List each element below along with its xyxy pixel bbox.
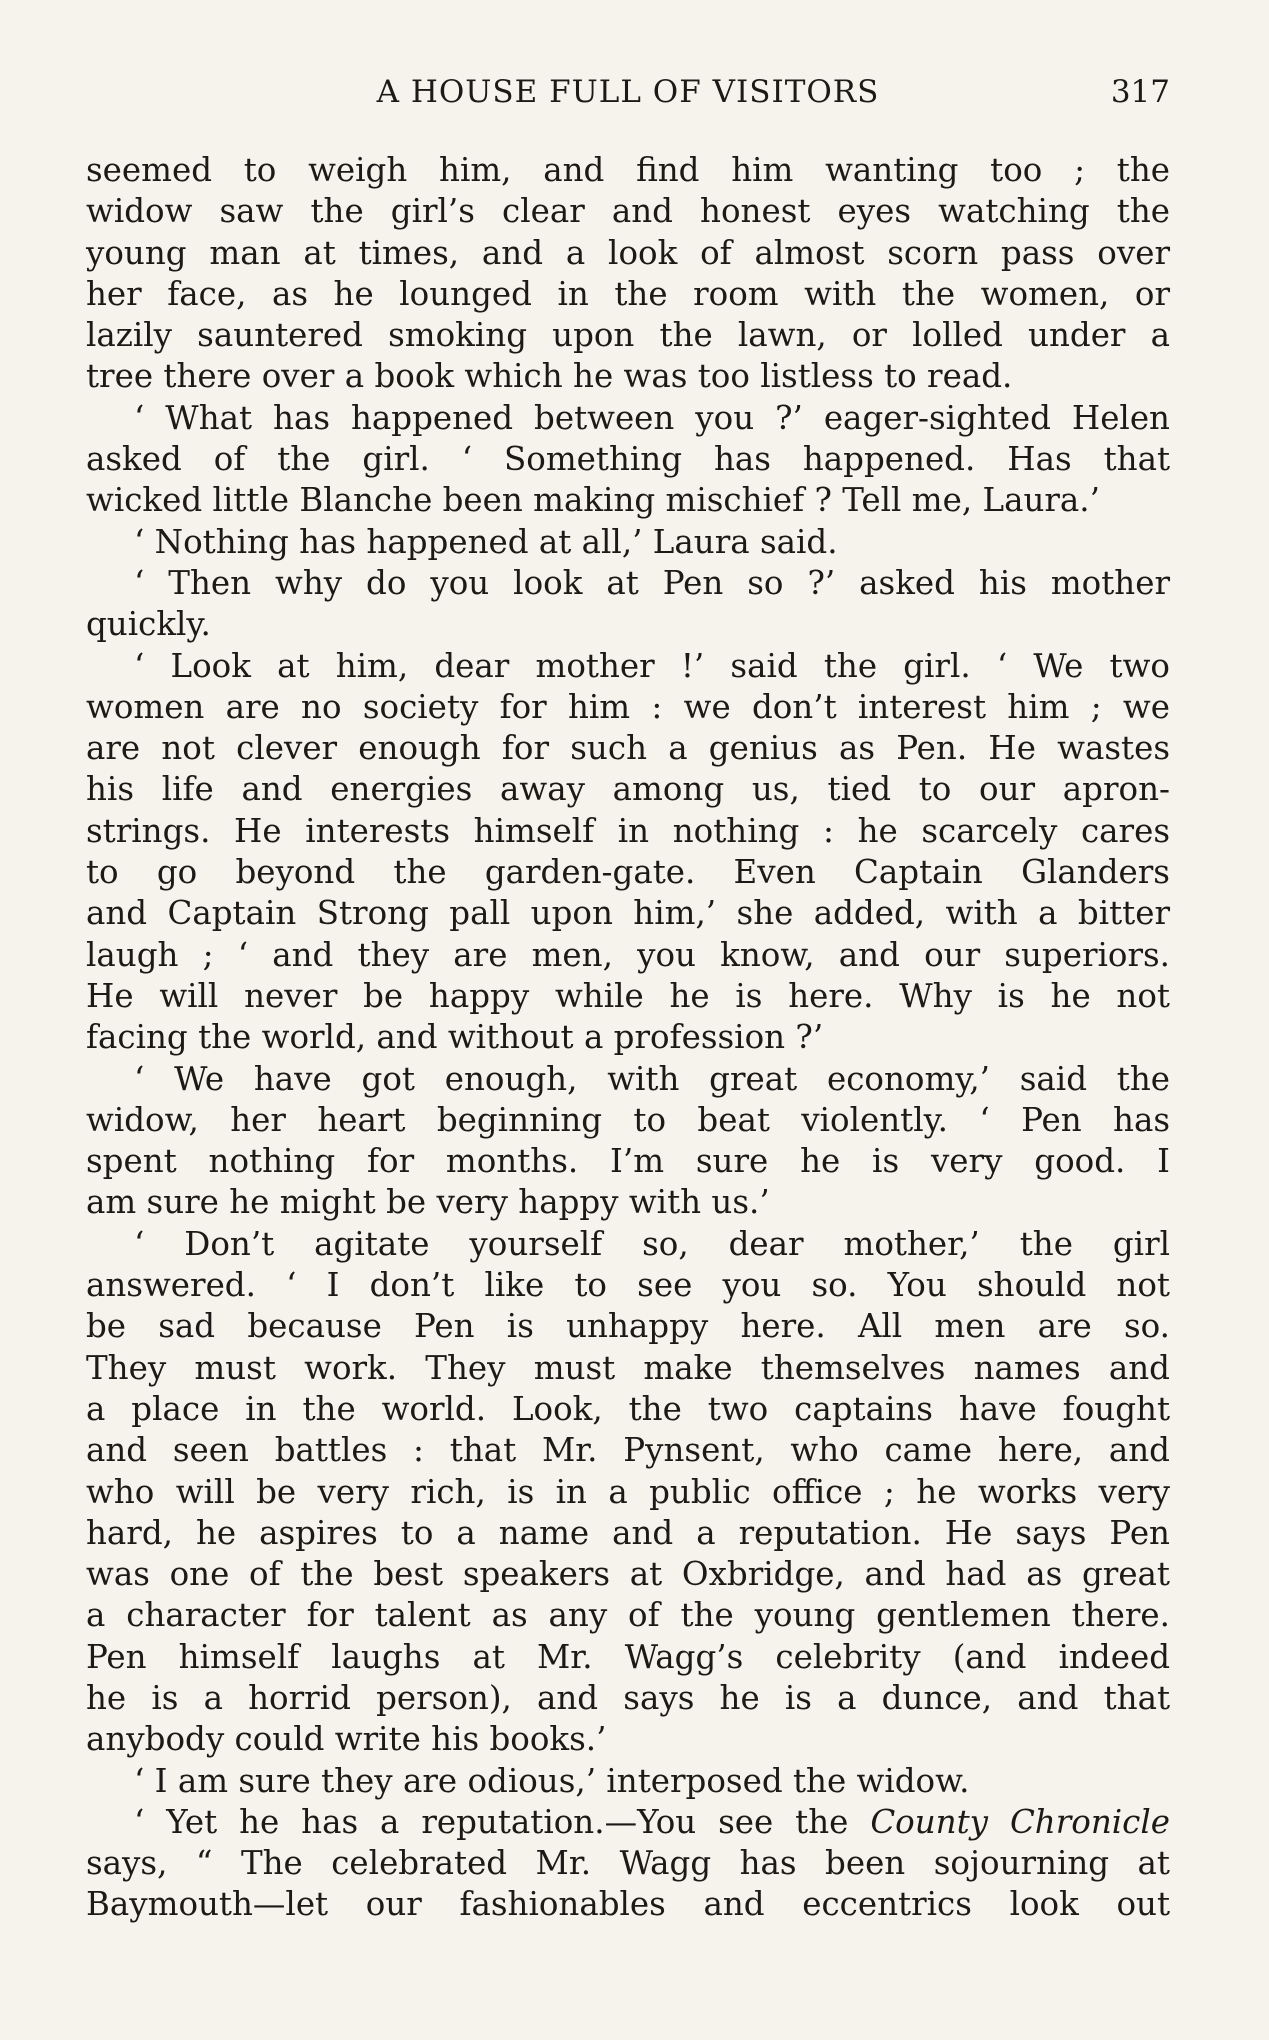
- text-line: [86, 1761, 1170, 1802]
- text-line-content: and Captain Strong pall upon him,’ she added, with a bitter: [86, 894, 1170, 933]
- text-line: [86, 150, 1170, 191]
- text-line-content: and seen battles : that Mr. Pynsent, who came here, and: [86, 1431, 1170, 1470]
- text-line-content: women are no society for him : we don’t interest him ; we: [86, 687, 1170, 726]
- text-line-content: are not clever enough for such a genius as Pen. He wastes: [86, 729, 1170, 768]
- text-line-content: who will be very rich, is in a public office ; he works very: [86, 1472, 1170, 1511]
- text-line: [86, 1472, 1170, 1513]
- text-line: [86, 769, 1170, 810]
- text-line: [86, 1595, 1170, 1636]
- text-line: [86, 811, 1170, 852]
- text-line: [86, 1884, 1170, 1925]
- text-line: [86, 646, 1170, 687]
- body-text: [86, 150, 1170, 1926]
- text-line: [86, 398, 1170, 439]
- text-line-content: am sure he might be very happy with us.’: [86, 1183, 770, 1222]
- text-line: [86, 687, 1170, 728]
- text-line-content: was one of the best speakers at Oxbridge, and had as great: [86, 1555, 1170, 1594]
- text-line-content: widow, her heart beginning to beat violently. ‘ Pen has: [86, 1100, 1170, 1139]
- text-line-content: anybody could write his books.’: [86, 1720, 607, 1759]
- text-line: [86, 1224, 1170, 1265]
- text-line: [86, 1100, 1170, 1141]
- text-line: [86, 1513, 1170, 1554]
- text-line-content: He will never be happy while he is here. Why is he not: [86, 976, 1170, 1015]
- text-line: [86, 315, 1170, 356]
- text-line-content: strings. He interests himself in nothing : he scarcely cares: [86, 811, 1170, 850]
- text-line-content: her face, as he lounged in the room with the women, or: [86, 274, 1170, 313]
- text-line: [86, 728, 1170, 769]
- text-line-content: lazily sauntered smoking upon the lawn, or lolled under a: [86, 316, 1170, 355]
- text-line: [86, 1182, 1170, 1223]
- text-line-content: laugh ; ‘ and they are men, you know, and our superiors.: [86, 935, 1170, 974]
- text-line-content: ‘ What has happened between you ?’ eager-sighted Helen: [134, 398, 1170, 437]
- text-line: [86, 1430, 1170, 1471]
- text-line: [86, 356, 1170, 397]
- text-line: [86, 274, 1170, 315]
- text-line: [86, 1017, 1170, 1058]
- page-number: 317: [1110, 74, 1170, 110]
- text-line-content: ‘ Then why do you look at Pen so ?’ asked his mother: [134, 563, 1170, 602]
- text-line-content: says, “ The celebrated Mr. Wagg has been sojourning at: [86, 1844, 1170, 1883]
- text-line-content: ‘ Don’t agitate yourself so, dear mother,’ the girl: [134, 1224, 1170, 1263]
- text-line-content: spent nothing for months. I’m sure he is very good. I: [86, 1142, 1170, 1181]
- text-line-content: asked of the girl. ‘ Something has happened. Has that: [86, 440, 1170, 479]
- text-line: [86, 1389, 1170, 1430]
- text-line-content: young man at times, and a look of almost scorn pass over: [86, 233, 1170, 272]
- text-line: [86, 935, 1170, 976]
- text-line: [86, 1141, 1170, 1182]
- text-line: [86, 1719, 1170, 1760]
- text-line: [86, 976, 1170, 1017]
- text-line-content: to go beyond the garden-gate. Even Captain Glanders: [86, 853, 1170, 892]
- text-line-content: seemed to weigh him, and find him wanting too ; the: [86, 151, 1170, 189]
- text-line-content: ‘ We have got enough, with great economy,’ said the: [134, 1059, 1170, 1098]
- text-line: [86, 604, 1170, 645]
- text-line-content: widow saw the girl’s clear and honest eyes watching the: [86, 192, 1170, 231]
- text-line: [86, 1554, 1170, 1595]
- text-line-content: ‘ Yet he has a reputation.—You see the: [134, 1802, 871, 1841]
- text-line: [86, 1843, 1170, 1884]
- text-line-content: ‘ I am sure they are odious,’ interposed the widow.: [134, 1761, 970, 1800]
- text-line: [86, 1678, 1170, 1719]
- text-line: [86, 439, 1170, 480]
- text-line-content: wicked little Blanche been making mischief ? Tell me, Laura.’: [86, 481, 1100, 520]
- italic-title: County Chronicle: [870, 1802, 1170, 1841]
- text-line-content: hard, he aspires to a name and a reputation. He says Pen: [86, 1513, 1170, 1552]
- text-line-content: he is a horrid person), and says he is a dunce, and that: [86, 1678, 1170, 1717]
- text-line: [86, 1306, 1170, 1347]
- text-line: [86, 480, 1170, 521]
- text-line: [86, 1059, 1170, 1100]
- text-line-content: Pen himself laughs at Mr. Wagg’s celebrity (and indeed: [86, 1637, 1170, 1676]
- text-line-content: his life and energies away among us, tied to our apron-: [86, 770, 1170, 809]
- text-line-content: a place in the world. Look, the two captains have fought: [86, 1389, 1170, 1428]
- text-line-content: They must work. They must make themselves names and: [86, 1348, 1170, 1387]
- text-line: [86, 563, 1170, 604]
- text-line-content: ‘ Look at him, dear mother !’ said the girl. ‘ We two: [134, 646, 1170, 685]
- text-line-content: facing the world, and without a profession ?’: [86, 1018, 824, 1057]
- text-line-content: ‘ Nothing has happened at all,’ Laura said.: [134, 522, 838, 561]
- text-line-content: tree there over a book which he was too listless to read.: [86, 357, 1013, 396]
- running-title: A HOUSE FULL OF VISITORS: [376, 74, 880, 110]
- text-line: [86, 893, 1170, 934]
- text-line-content: answered. ‘ I don’t like to see you so. You should not: [86, 1266, 1170, 1305]
- text-line-content: Baymouth—let our fashionables and eccentrics look out: [86, 1885, 1170, 1924]
- text-line: [86, 233, 1170, 274]
- text-line: [86, 1348, 1170, 1389]
- text-line: [86, 852, 1170, 893]
- text-line: [86, 191, 1170, 232]
- text-line-content: be sad because Pen is unhappy here. All men are so.: [86, 1307, 1170, 1346]
- text-line-content: a character for talent as any of the young gentlemen there.: [86, 1596, 1170, 1635]
- text-line: [86, 1637, 1170, 1678]
- text-line: [86, 522, 1170, 563]
- page-header: [86, 70, 1170, 114]
- text-line: [86, 1802, 1170, 1843]
- text-line: [86, 1265, 1170, 1306]
- text-line-content: quickly.: [86, 605, 211, 644]
